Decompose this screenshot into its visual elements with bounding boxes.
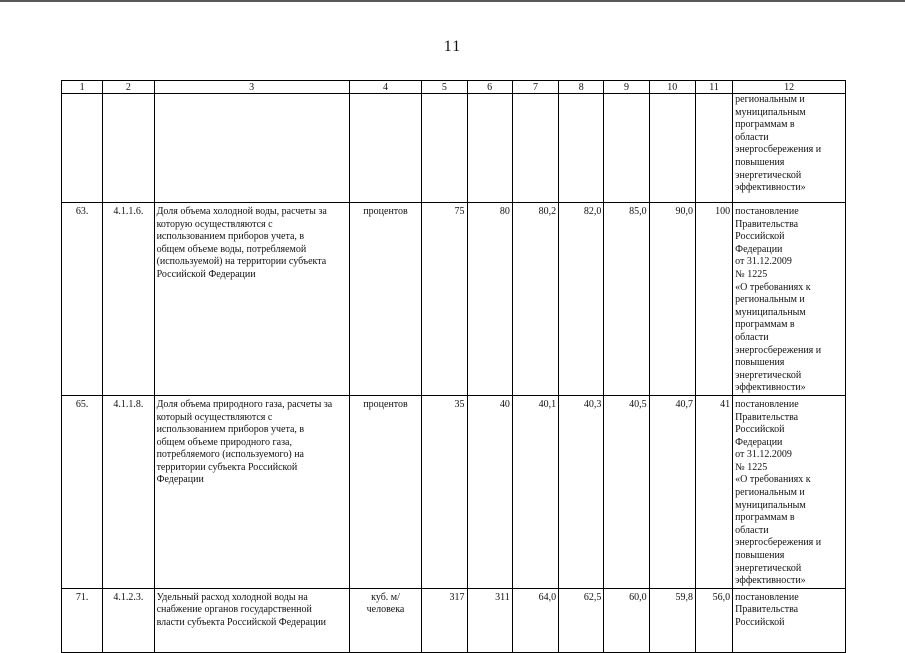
column-header: 9 — [604, 81, 649, 94]
value-cell: 311 — [467, 588, 512, 652]
indicator-name: Доля объема природного газа, расчеты за который осуществляются с использованием приборов учета, в общем объеме природного газа, потребляемого (используемого) на территории субъекта Российской Федерации — [154, 395, 349, 588]
value-cell: 90,0 — [649, 203, 695, 396]
value-cell: 40,5 — [604, 395, 649, 588]
column-header: 12 — [733, 81, 846, 94]
column-header: 4 — [349, 81, 421, 94]
indicator-code: 4.1.1.8. — [103, 395, 154, 588]
unit-cell: куб. м/ человека — [349, 588, 421, 652]
column-header: 11 — [695, 81, 732, 94]
column-header: 7 — [512, 81, 558, 94]
indicator-name: Доля объема холодной воды, расчеты за которую осуществляются с использованием приборов учета, в общем объеме воды, потребляемой (используемой) на территории субъекта Российской Федерации — [154, 203, 349, 396]
value-cell: 82,0 — [559, 203, 604, 396]
table-row — [62, 588, 846, 652]
column-header: 2 — [103, 81, 154, 94]
basis-cell: региональным и муниципальным программам в области энергосбережения и повышения энергетической эффективности» — [733, 94, 846, 203]
indicator-code: 4.1.2.3. — [103, 588, 154, 652]
value-cell: 35 — [422, 395, 467, 588]
column-header: 10 — [649, 81, 695, 94]
column-header: 3 — [154, 81, 349, 94]
value-cell: 100 — [695, 203, 732, 396]
value-cell: 85,0 — [604, 203, 649, 396]
value-cell: 40,3 — [559, 395, 604, 588]
column-header: 1 — [62, 81, 103, 94]
value-cell: 64,0 — [512, 588, 558, 652]
scan-edge-line — [0, 0, 905, 2]
table-row — [62, 203, 846, 396]
value-cell: 80,2 — [512, 203, 558, 396]
basis-cell: постановление Правительства Российской — [733, 588, 846, 652]
indicator-name: Удельный расход холодной воды на снабжение органов государственной власти субъекта Российской Федерации — [154, 588, 349, 652]
value-cell: 317 — [422, 588, 467, 652]
value-cell: 75 — [422, 203, 467, 396]
basis-cell: постановление Правительства Российской Федерации от 31.12.2009 № 1225 «О требованиях к региональным и муниципальным программам в области энергосбережения и повышения энергетической эффективности» — [733, 203, 846, 396]
value-cell: 41 — [695, 395, 732, 588]
row-number: 65. — [62, 395, 103, 588]
table-row — [62, 395, 846, 588]
indicator-code: 4.1.1.6. — [103, 203, 154, 396]
value-cell: 80 — [467, 203, 512, 396]
basis-cell: постановление Правительства Российской Федерации от 31.12.2009 № 1225 «О требованиях к региональным и муниципальным программам в области энергосбережения и повышения энергетической эффективности» — [733, 395, 846, 588]
unit-cell: процентов — [349, 203, 421, 396]
table-header-row — [62, 81, 846, 94]
row-number: 63. — [62, 203, 103, 396]
value-cell: 40,7 — [649, 395, 695, 588]
unit-cell: процентов — [349, 395, 421, 588]
value-cell: 56,0 — [695, 588, 732, 652]
indicators-table — [61, 80, 846, 653]
value-cell: 59,8 — [649, 588, 695, 652]
value-cell: 62,5 — [559, 588, 604, 652]
page-number: 11 — [443, 38, 462, 55]
continuation-row — [62, 94, 846, 203]
column-header: 8 — [559, 81, 604, 94]
value-cell: 60,0 — [604, 588, 649, 652]
column-header: 6 — [467, 81, 512, 94]
value-cell: 40,1 — [512, 395, 558, 588]
value-cell: 40 — [467, 395, 512, 588]
column-header: 5 — [422, 81, 467, 94]
row-number: 71. — [62, 588, 103, 652]
